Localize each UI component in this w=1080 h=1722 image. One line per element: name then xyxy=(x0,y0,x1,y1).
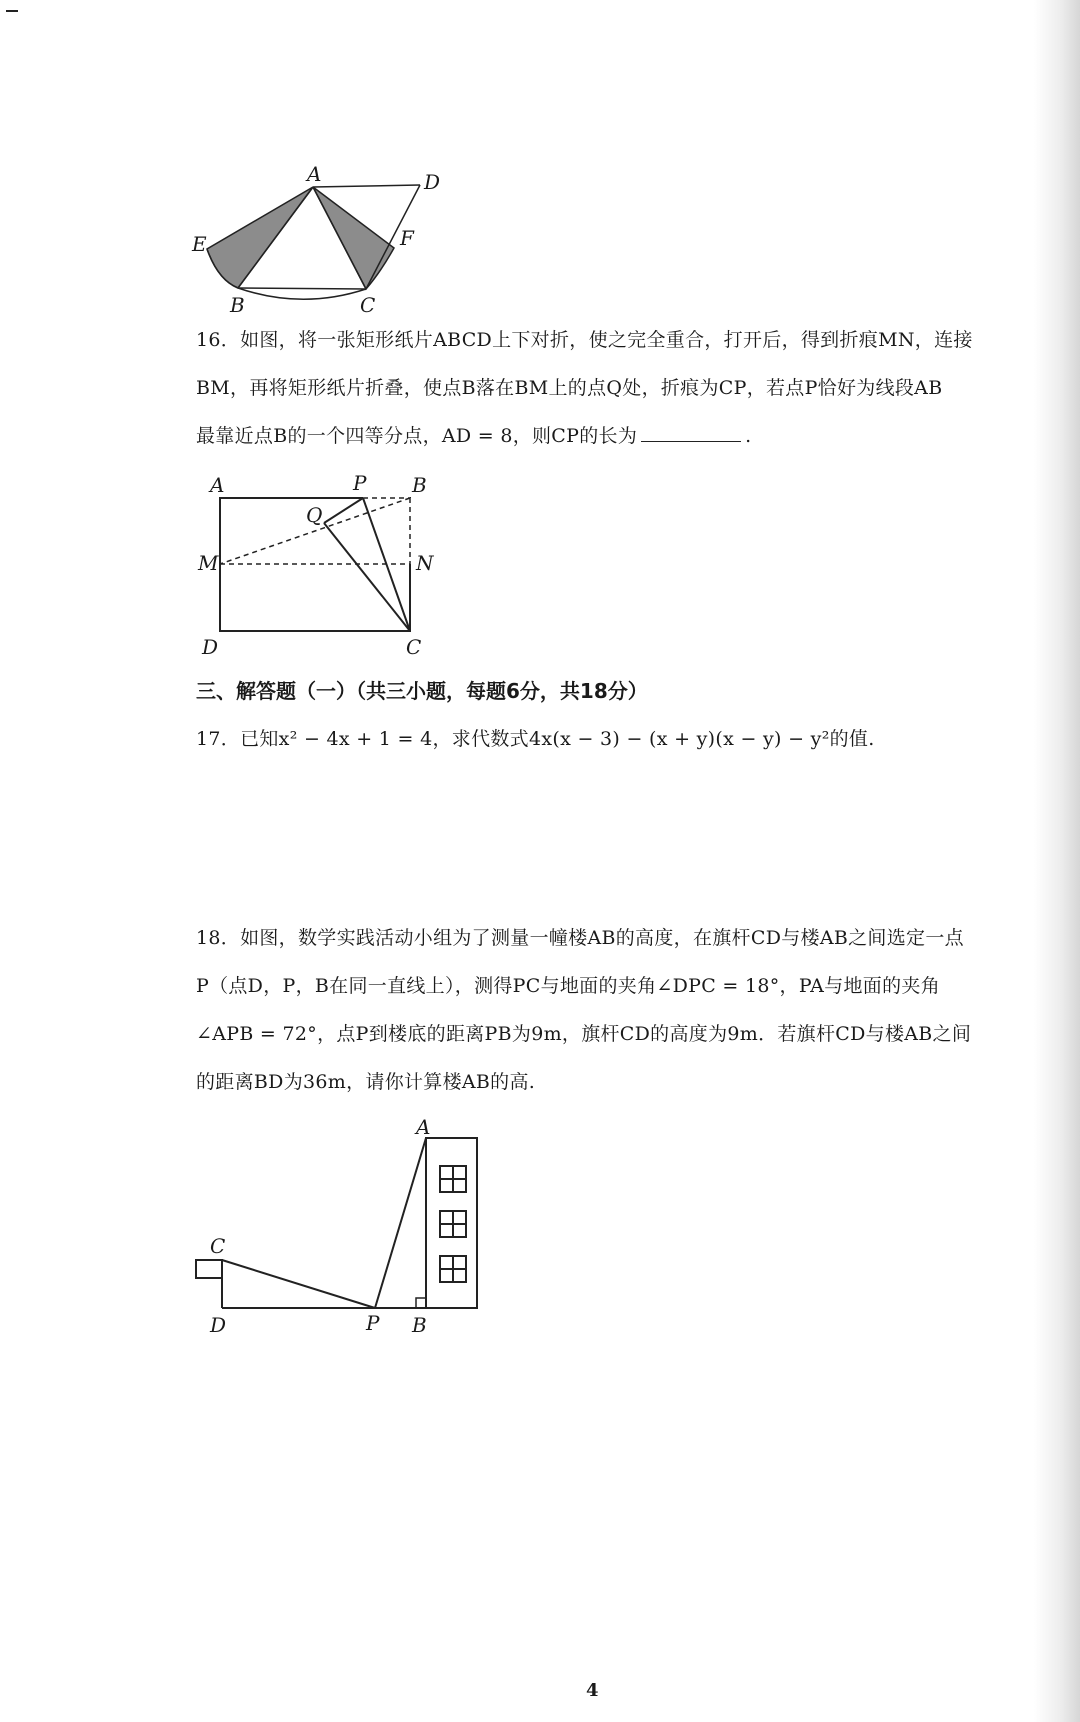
label-N: N xyxy=(416,551,434,575)
segment-QC xyxy=(324,523,410,631)
section-title: 三、解答题（一）（共三小题，每题6分，共18分） xyxy=(196,679,648,703)
figure-16 xyxy=(190,470,450,660)
label-D: D xyxy=(202,635,219,659)
segment-PQ xyxy=(324,498,363,523)
q16-line-3-end: . xyxy=(745,425,752,447)
question-17 xyxy=(196,715,875,763)
figure-15 xyxy=(190,165,450,315)
label-E: E xyxy=(192,232,207,256)
q16-line-2: BM，再将矩形纸片折叠，使点B落在BM上的点Q处，折痕为CP，若点P恰好为线段AB xyxy=(196,377,943,399)
q16-line-3 xyxy=(196,412,973,460)
segment-BC xyxy=(238,288,366,289)
label-D: D xyxy=(424,170,441,194)
question-16 xyxy=(196,316,973,460)
label-F: F xyxy=(400,226,414,250)
q18-line-2: P（点D，P，B在同一直线上），测得PC与地面的夹角∠DPC = 18°，PA与地面的夹角 xyxy=(196,975,940,997)
window-2 xyxy=(440,1211,466,1237)
q18-line-1: 18．如图，数学实践活动小组为了测量一幢楼AB的高度，在旗杆CD与楼AB之间选定一点 xyxy=(196,927,964,949)
window-3 xyxy=(440,1256,466,1282)
flagpole-top xyxy=(196,1260,222,1278)
label-B: B xyxy=(412,473,427,497)
label-D: D xyxy=(210,1313,227,1337)
corner-mark xyxy=(6,10,18,12)
label-A: A xyxy=(307,165,322,186)
label-C: C xyxy=(406,635,422,659)
figure-18 xyxy=(190,1118,500,1343)
q17-text: 17．已知x² − 4x + 1 = 4，求代数式4x(x − 3) − (x + y)(x − y) − y²的值. xyxy=(196,728,875,750)
q18-line-4: 的距离BD为36m，请你计算楼AB的高. xyxy=(196,1071,536,1093)
label-B: B xyxy=(412,1313,427,1337)
label-A: A xyxy=(416,1118,431,1139)
label-Q: Q xyxy=(306,503,323,527)
q18-line-3: ∠APB = 72°，点P到楼底的距离PB为9m，旗杆CD的高度为9m．若旗杆CD与楼AB之间 xyxy=(196,1023,972,1045)
segment-AD xyxy=(313,185,420,187)
shaded-region-left xyxy=(207,187,313,288)
shaded-region-right xyxy=(313,187,394,289)
question-18 xyxy=(196,914,971,1106)
page-edge-shadow xyxy=(1034,0,1080,1722)
right-angle-mark xyxy=(416,1298,426,1308)
label-P: P xyxy=(353,471,367,495)
window-1 xyxy=(440,1166,466,1192)
segment-CP xyxy=(222,1260,375,1308)
arc-BC xyxy=(238,288,366,299)
label-P: P xyxy=(366,1311,380,1335)
page-number: 4 xyxy=(586,1680,599,1701)
answer-blank[interactable] xyxy=(641,421,741,442)
label-C: C xyxy=(360,293,376,315)
q16-line-3-text: 最靠近点B的一个四等分点，AD = 8，则CP的长为 xyxy=(196,425,638,447)
label-B: B xyxy=(230,293,245,315)
segment-PA xyxy=(375,1138,426,1308)
label-A: A xyxy=(210,473,225,497)
label-C: C xyxy=(210,1234,226,1258)
label-M: M xyxy=(198,551,219,575)
q16-line-1: 16．如图，将一张矩形纸片ABCD上下对折，使之完全重合，打开后，得到折痕MN，连接 xyxy=(196,329,973,351)
